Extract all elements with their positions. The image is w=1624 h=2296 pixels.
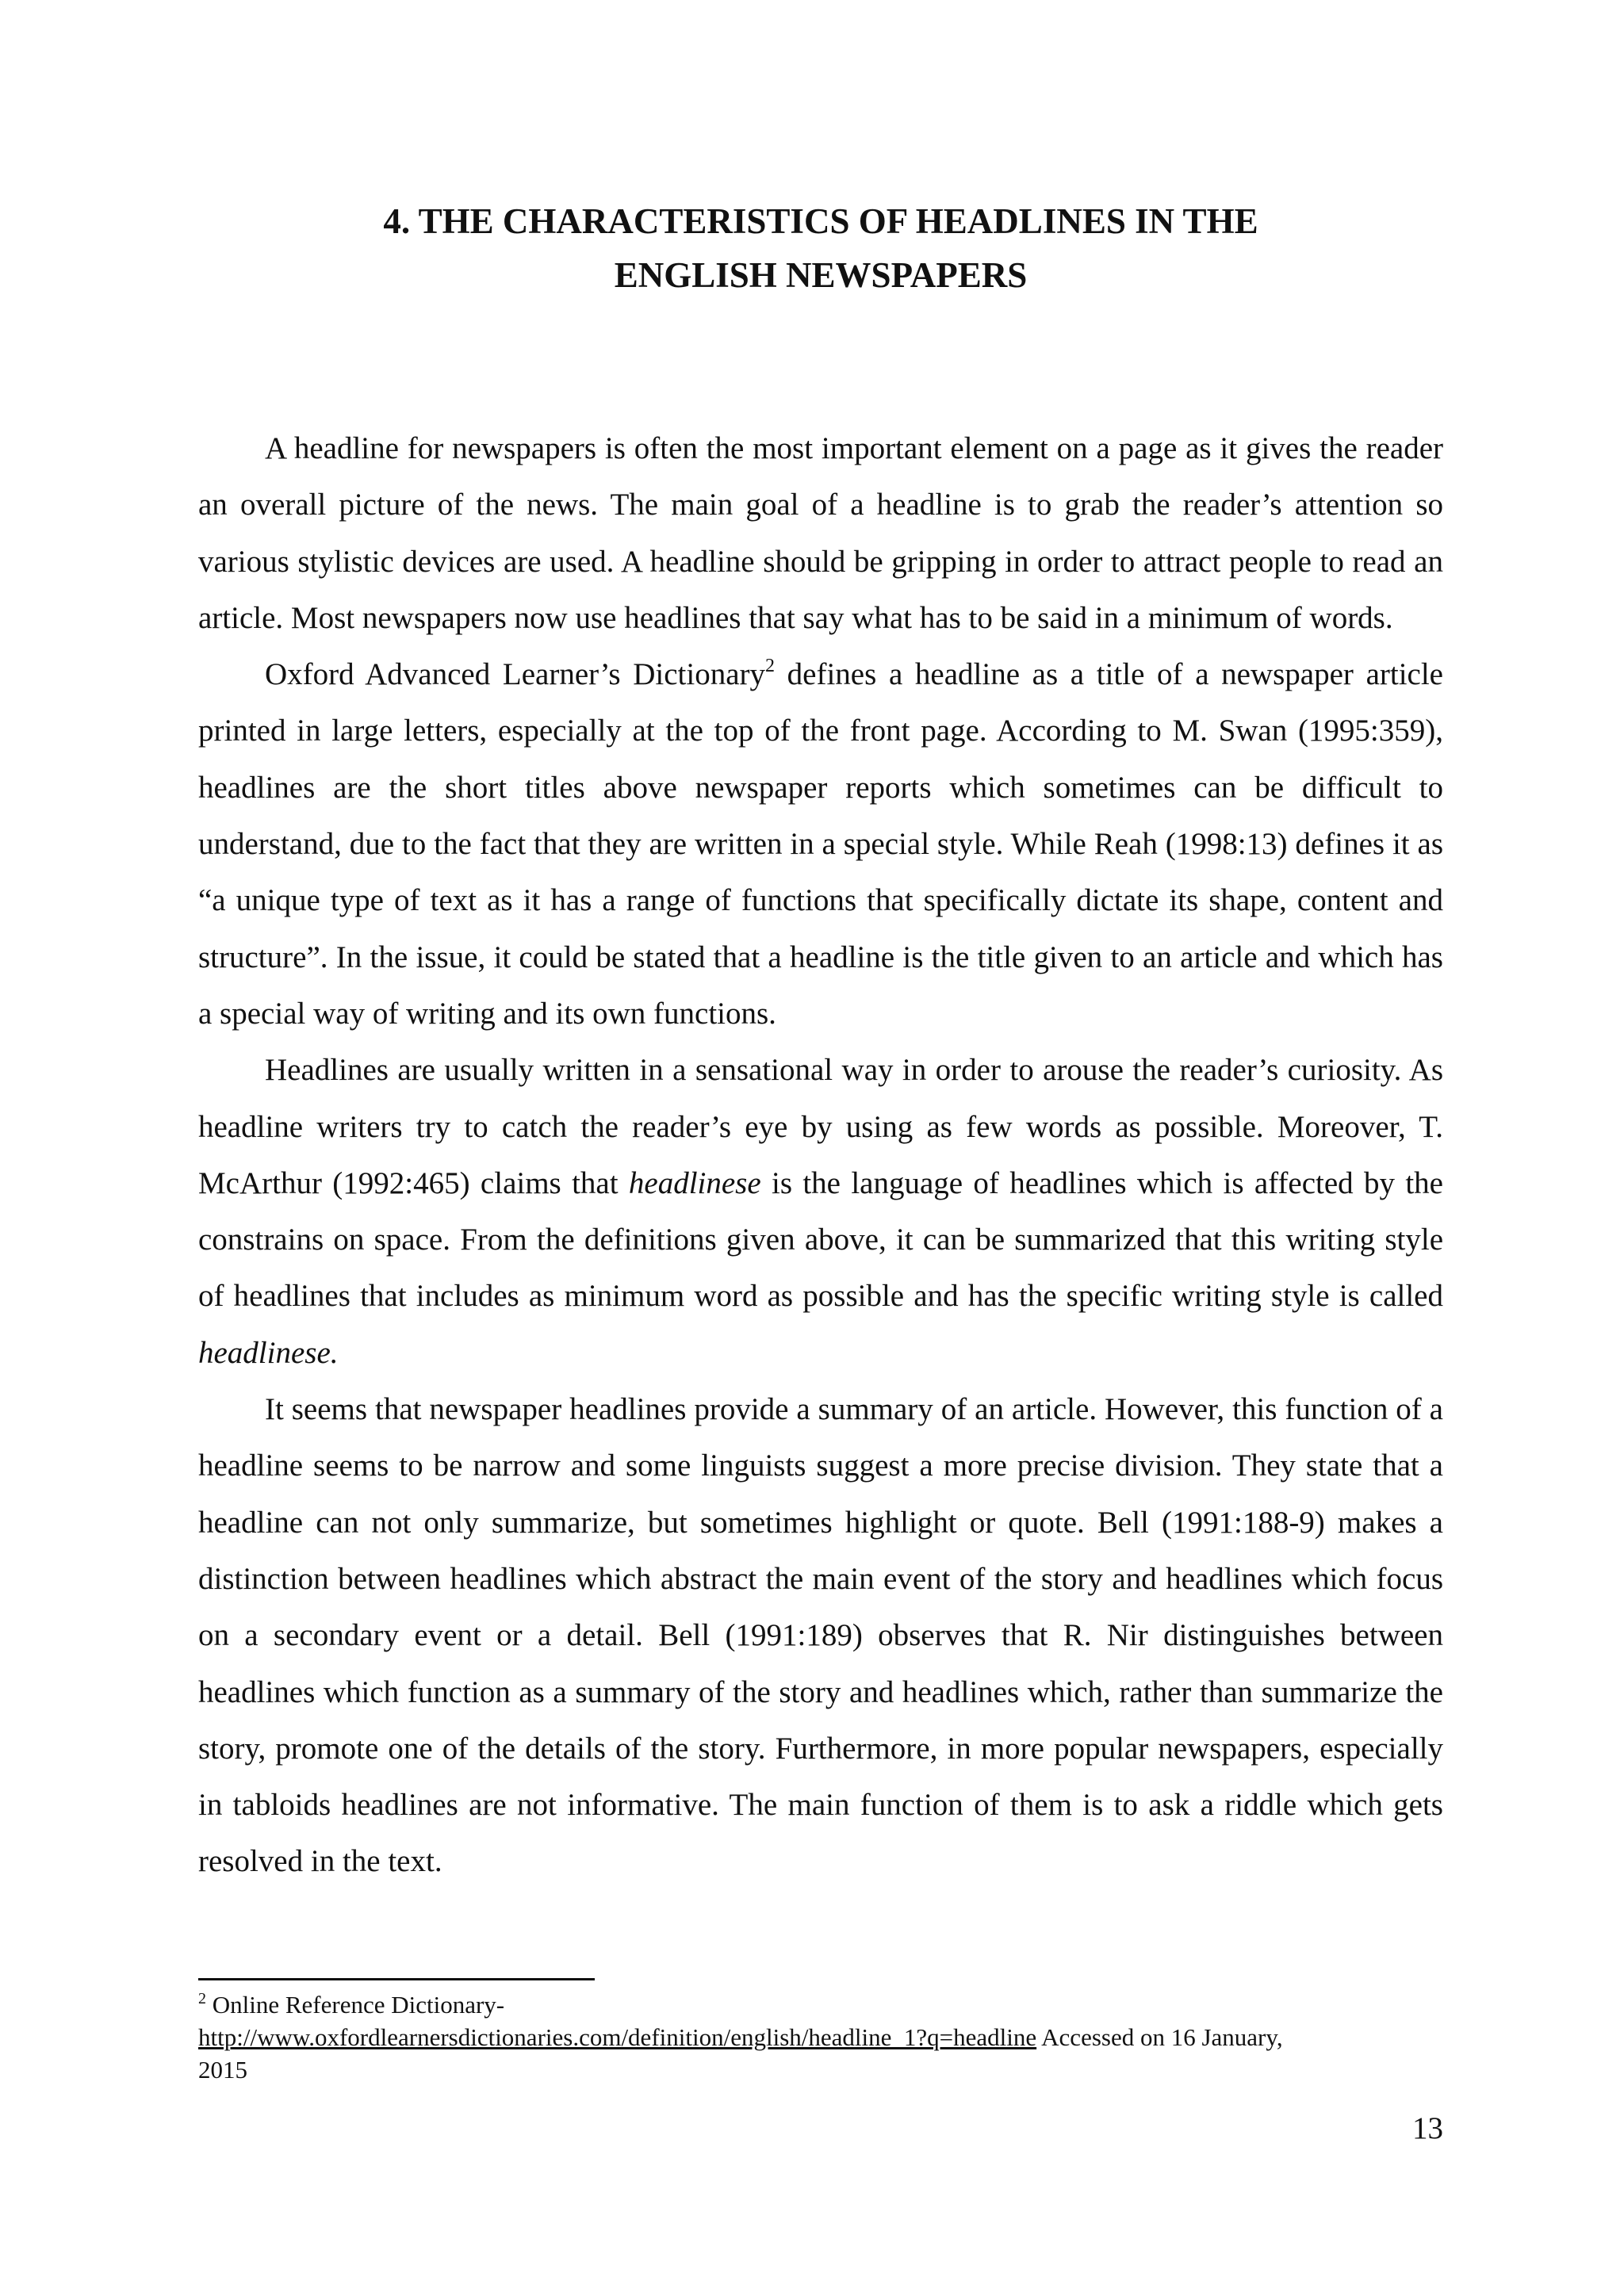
footnote-year: 2015 [198,2056,247,2084]
footnote-label: Online Reference Dictionary- [206,1991,505,2019]
chapter-heading [198,194,1443,302]
paragraph-2-rest: defines a headline as a title of a newspaper article printed in large letters, especially at the top of the front page. According to M. Swan (1995:359), headlines are the short titles above newspaper reports which sometimes can be difficult to understand, due to the fact that they are written in a special style. While Reah (1998:13) defines it as “a unique type of text as it has a range of functions that specifically dictate its shape, content and structure”. In the issue, it could be stated that a headline is the title given to an article and which has a special way of writing and its own functions. [198,657,1443,1031]
body-text [198,420,1443,1890]
paragraph-3 [198,1042,1443,1381]
paragraph-3-part-a: Headlines are usually written in a sensational way in order to arouse the reader’s curiosity. As headline writers try to catch the reader’s eye by using as few words as possible. Moreover, T. McArthur (1992:465) claims that [198,1053,1443,1200]
paragraph-2 [198,646,1443,1042]
footnote-reference: 2 [765,656,776,677]
headlinese-term-end: headlinese. [198,1335,339,1370]
paragraph-2-start: Oxford Advanced Learner’s Dictionary [265,657,766,692]
footnote-separator [198,1978,595,1980]
footnote-line-2 [198,2021,1443,2053]
footnote [198,1988,1443,2086]
headlinese-term: headlinese [628,1165,761,1200]
paragraph-1: A headline for newspapers is often the most important element on a page as it gives the reader an overall picture of the news. The main goal of a headline is to grab the reader’s attention so various stylistic devices are used. A headline should be gripping in order to attract people to read an article. Most newspapers now use headlines that say what has to be said in a minimum of words. [198,431,1443,635]
footnote-accessed: Accessed on 16 January, [1036,2023,1283,2051]
chapter-heading-line-1: 4. THE CHARACTERISTICS OF HEADLINES IN THE [383,201,1258,241]
paragraph-3-part-b: is the language of headlines which is affected by the constrains on space. From the definitions given above, it can be summarized that this writing style of headlines that includes as minimum word as possible and has the specific writing style is called [198,1165,1443,1314]
footnote-marker: 2 [198,1990,206,2007]
page-number: 13 [1412,2111,1443,2145]
footnote-link[interactable]: http://www.oxfordlearnersdictionaries.com/definition/english/headline_1?q=headline [198,2023,1037,2051]
footnote-line-1 [198,1988,1443,2021]
paragraph-4: It seems that newspaper headlines provide a summary of an article. However, this function of a headline seems to be narrow and some linguists suggest a more precise division. They state that a headline can not only summarize, but sometimes highlight or quote. Bell (1991:188-9) makes a distinction between headlines which abstract the main event of the story and headlines which focus on a secondary event or a detail. Bell (1991:189) observes that R. Nir distinguishes between headlines which function as a summary of the story and headlines which, rather than summarize the story, promote one of the details of the story. Furthermore, in more popular newspapers, especially in tabloids headlines are not informative. The main function of them is to ask a riddle which gets resolved in the text. [198,1392,1443,1879]
chapter-heading-line-2: ENGLISH NEWSPAPERS [614,255,1028,295]
